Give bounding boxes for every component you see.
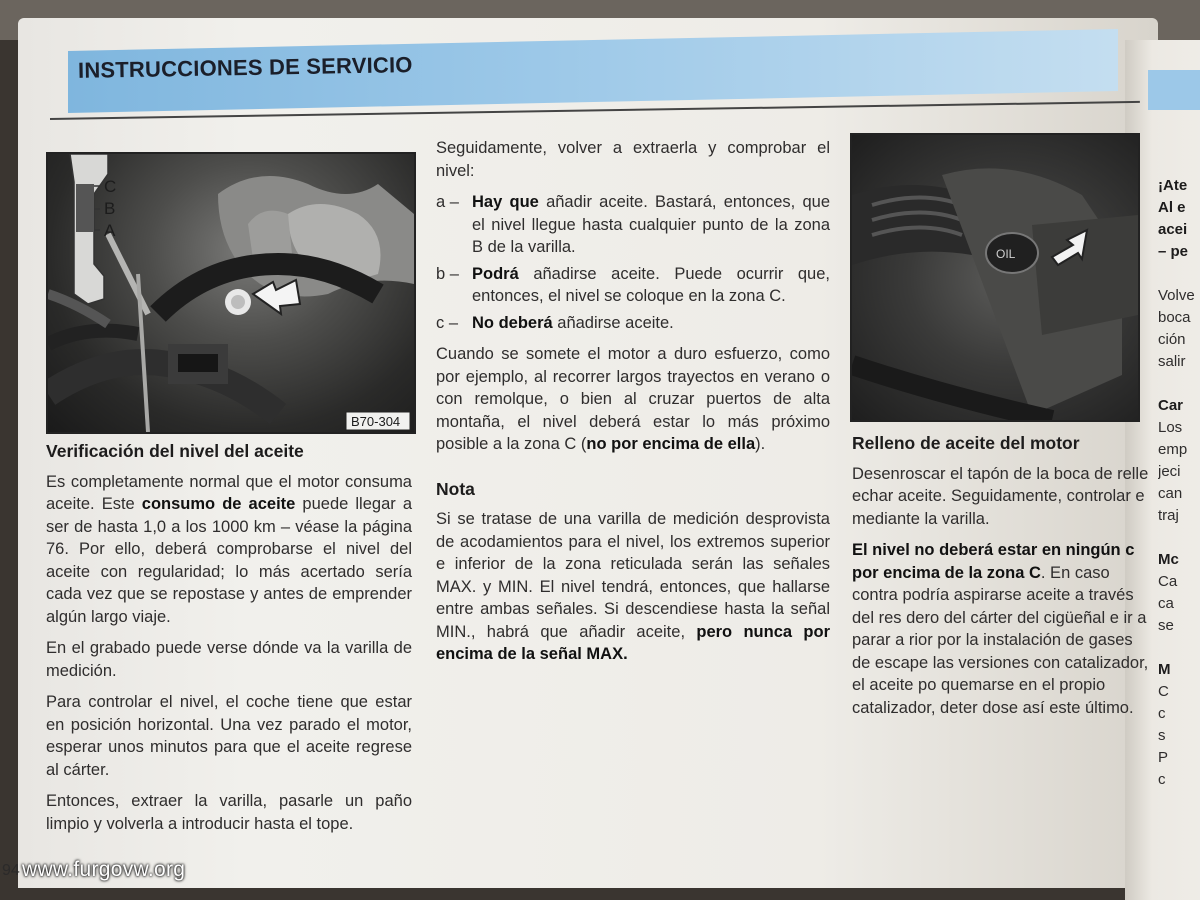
list-marker: c – — [436, 313, 459, 332]
left-text-column — [46, 440, 412, 844]
edge-line: salir — [1158, 353, 1186, 370]
paragraph-heavy-load: Cuando se somete el motor a duro esfuerzo, como por ejemplo, al recorrer largos trayectos en verano o con remolque, o bien al cruzar puertos de alta montaña, el nivel deberá estar lo más próximo posible a la zona C (no por encima de ella). — [436, 345, 830, 453]
edge-line: ¡Ate — [1158, 177, 1188, 194]
gauge-label-a: A — [104, 221, 116, 240]
facing-page-header-band — [1148, 70, 1200, 110]
edge-line: P — [1158, 749, 1169, 766]
edge-line: c — [1158, 771, 1166, 788]
edge-line: Al e — [1158, 199, 1186, 216]
right-text-column — [852, 432, 1152, 728]
edge-line: boca — [1158, 309, 1191, 326]
paragraph-oil-consumption: Es completamente normal que el motor consuma aceite. Este consumo de aceite puede llegar a ser de hasta 1,0 a los 1000 km – véase la página 76. Por ello, deberá comprobarse el nivel del aceite con regularidad; lo más acertado sería cada vez que se repostase y antes de emprender algún largo viaje. — [46, 472, 412, 626]
edge-line: Ca — [1158, 573, 1178, 590]
edge-line: can — [1158, 485, 1183, 502]
paragraph-unscrew-cap: Desenroscar el tapón de la boca de relle echar aceite. Seguidamente, controlar e mediante la varilla. — [852, 464, 1149, 528]
edge-line: ca — [1158, 595, 1174, 612]
list-item-c: c – No deberá añadirse aceite. — [436, 312, 830, 335]
edge-line: c — [1158, 705, 1166, 722]
edge-line: C — [1158, 683, 1169, 700]
edge-line: Mc — [1158, 551, 1179, 568]
page-header-title: INSTRUCCIONES DE SERVICIO — [77, 52, 413, 83]
edge-line: ción — [1158, 331, 1186, 348]
page-number: 94 — [2, 862, 20, 879]
paragraph-extract-dipstick: Entonces, extraer la varilla, pasarle un paño limpio y volverla a introducir hasta el tope. — [46, 792, 412, 833]
edge-line: se — [1158, 617, 1174, 634]
gauge-label-b: B — [104, 199, 116, 218]
edge-line: jeci — [1158, 463, 1181, 480]
list-marker: b – — [436, 264, 459, 283]
edge-line — [1158, 263, 1198, 285]
oil-filler-photo — [850, 133, 1140, 422]
edge-line: emp — [1158, 441, 1188, 458]
list-item-a: a – Hay que añadir aceite. Bastará, entonces, que el nivel llegue hasta cualquier punto de la zona B de la varilla. — [436, 191, 830, 259]
edge-line: traj — [1158, 507, 1179, 524]
figure-code: B70-304 — [351, 414, 401, 429]
paragraph-level-warning: El nivel no deberá estar en ningún c por encima de la zona C. En caso contra podría aspirarse aceite a través del res dero del cárter del cigüeñal e ir a parar a rior por la instalación de gases de escape las versiones con catalizador, el aceite po quemarse en el propio catalizador, deter dose así este último. — [852, 541, 1149, 717]
gauge-label-c: C — [104, 177, 117, 196]
middle-text-column — [436, 137, 830, 675]
edge-line: acei — [1158, 221, 1188, 238]
note-title: Nota — [436, 478, 475, 499]
engine-dipstick-photo — [46, 152, 416, 434]
paragraph-horizontal-position: Para controlar el nivel, el coche tiene que estar en posición horizontal. Una vez parado el motor, esperar unos minutos para que el aceite regrese al cárter. — [46, 693, 412, 779]
oil-cap-illustration — [852, 135, 1138, 420]
list-item-b: b – Podrá añadirse aceite. Puede ocurrir que, entonces, el nivel se coloque en la zona C. — [436, 263, 830, 308]
edge-line — [1158, 527, 1198, 549]
edge-line: Volve — [1158, 287, 1195, 304]
edge-line — [1158, 637, 1198, 659]
paragraph-dipstick-location: En el grabado puede verse dónde va la varilla de medición. — [46, 639, 412, 680]
paragraph-check-level: Seguidamente, volver a extraerla y comprobar el nivel: — [436, 139, 830, 180]
facing-page-text-edge — [1158, 175, 1198, 791]
paragraph-note: Si se tratase de una varilla de medición desprovista de acodamientos para el nivel, los extremos superior e inferior de la zona reticulada serán las señales MAX. y MIN. El nivel tendrá, entonces, que hallarse entre ambas señales. Si descendiese hasta la señal MIN., habrá que añadir aceite, pero nunca por encima de la señal MAX. — [436, 510, 830, 663]
section-title-oil-refill: Relleno de aceite del motor — [852, 433, 1080, 453]
edge-line: s — [1158, 727, 1166, 744]
engine-illustration — [48, 154, 414, 432]
watermark: www.furgovw.org — [22, 858, 186, 881]
oil-cap-label: OIL — [996, 247, 1016, 261]
edge-line: Los — [1158, 419, 1183, 436]
edge-line: M — [1158, 661, 1171, 678]
section-title-oil-check: Verificación del nivel del aceite — [46, 441, 304, 461]
edge-line — [1158, 373, 1198, 395]
list-marker: a – — [436, 193, 459, 211]
edge-line: Car — [1158, 397, 1184, 414]
edge-line: – pe — [1158, 243, 1189, 260]
dipstick-gauge-diagram — [70, 154, 116, 304]
